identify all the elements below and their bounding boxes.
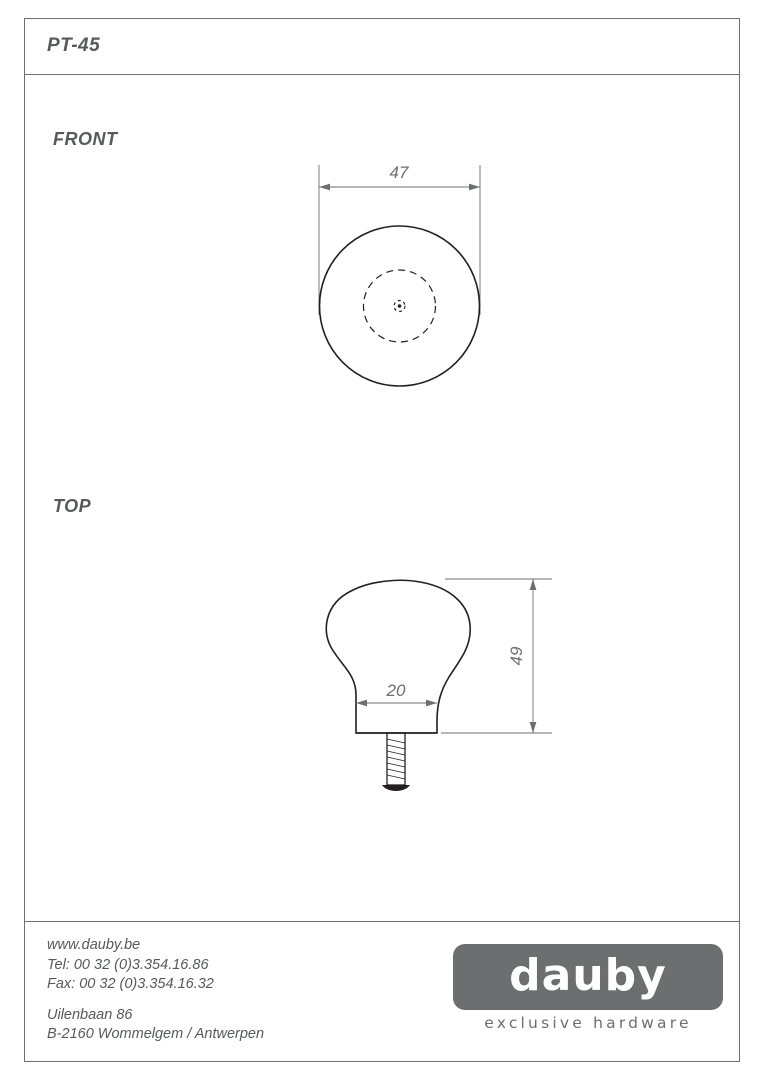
front-width-dimension (319, 163, 480, 315)
top-neck-value: 20 (386, 681, 406, 700)
top-knob-profile (326, 580, 470, 733)
front-view-label: FRONT (53, 129, 118, 149)
fax-line: Fax: 00 32 (0)3.354.16.32 (47, 976, 214, 992)
logo-tagline: exclusive hardware (484, 1014, 692, 1032)
top-view-group (326, 579, 552, 791)
top-neck-dimension (356, 681, 437, 706)
front-view-group (319, 163, 480, 386)
spacer (47, 995, 264, 1006)
logo-wordmark: dauby (509, 950, 667, 1001)
stud-tip (382, 785, 410, 791)
footer-block (25, 921, 739, 1061)
top-view-label: TOP (53, 496, 92, 516)
top-height-value: 49 (507, 646, 526, 666)
tel-line: Tel: 00 32 (0)3.354.16.86 (47, 956, 209, 973)
technical-drawing-svg (25, 75, 739, 905)
website-line: www.dauby.be (47, 937, 141, 953)
top-height-dimension (441, 579, 552, 733)
drawing-sheet (24, 18, 740, 1062)
front-width-value: 47 (389, 163, 409, 182)
page-title: PT-45 (47, 35, 101, 56)
dauby-logo (453, 944, 723, 1044)
drawing-area (25, 75, 739, 905)
company-contact (47, 936, 264, 1045)
front-center-point (398, 304, 402, 308)
city-line: B-2160 Wommelgem / Antwerpen (47, 1026, 265, 1042)
title-block (25, 19, 739, 75)
threaded-stud (382, 733, 410, 791)
street-line: Uilenbaan 86 (47, 1006, 133, 1023)
